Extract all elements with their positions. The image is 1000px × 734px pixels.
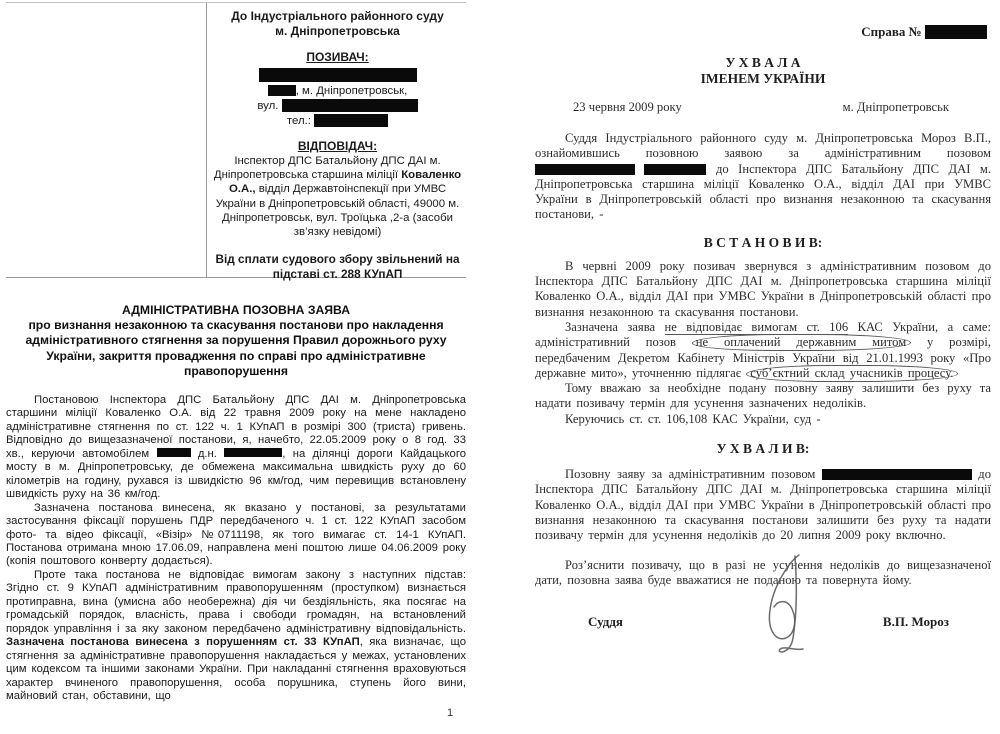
redacted-text bbox=[822, 469, 972, 480]
established-heading: В С Т А Н О В И В: bbox=[703, 234, 823, 250]
phone-label: тел.: bbox=[286, 115, 315, 127]
paragraph-legal-basis: Керуючись ст. ст. 106,108 КАС України, суд - bbox=[565, 411, 821, 426]
judge-name: В.П. Мороз bbox=[882, 614, 949, 630]
redacted-text bbox=[314, 114, 388, 127]
paragraph-ruling bbox=[535, 467, 991, 543]
paragraph-text: Позовну заяву за адміністративним позовом bbox=[565, 467, 822, 482]
redacted-text bbox=[282, 99, 418, 112]
plaintiff-name-line bbox=[213, 68, 462, 83]
paragraph-text: , яка визначає, що стягнення за адміністративне правопорушення накладається у межах, установлених цим кодексом та іншими законами України. При накладанні стягнення враховуються характер вчиненого правопорушення, особа порушника, ступень його вини, майновий стан, обставини, що bbox=[6, 636, 466, 702]
pen-oval-annotation: суб’єктний склад учасників процесу. bbox=[746, 365, 958, 382]
paragraph-text: , на ділянці дороги Кайдацького мосту в м. Дніпропетровську, де обмежена максимальна швидкість руху до 60 кілометрів на годину, рухався із швидкістю 96 км/год, чим перевищив встановлену швидкість руху на 36 км/год. bbox=[6, 447, 466, 501]
complaint-title-line1: АДМІНІСТРАТИВНА ПОЗОВНА ЗАЯВА bbox=[121, 303, 351, 317]
pen-oval-annotation: не оплачений державним митом bbox=[692, 334, 911, 351]
redacted-text bbox=[644, 164, 706, 175]
paragraph-judge-intro bbox=[535, 131, 991, 223]
complaint-title-subtitle: про визнання незаконною та скасування постанови про накладення адміністративного стягнення за порушення Правил дорожнього руху України, закриття провадження по справі про адміністративне правопорушення bbox=[25, 318, 447, 378]
plaintiff-city-text: , м. Дніпропетровськ, bbox=[295, 85, 408, 97]
paragraph-text: до Інспектора ДПС Батальйону ДПС ДАІ м. Дніпропетровська старшина міліції Коваленко О.А., відділ ДАІ при УМВС України в Дніпропетровській області про визнання незаконною та скасування постанови залишити без руху та надати позивачу термін для усунення недоліків до 20 липня 2009 року включно. bbox=[535, 467, 991, 543]
pen-underline-annotation: не відповідає вимогам ст. 106 bbox=[664, 319, 849, 334]
paragraph-resolution bbox=[6, 394, 466, 502]
plaintiff-street-line bbox=[213, 99, 462, 113]
date-city-row bbox=[535, 100, 991, 115]
paragraph-text: Суддя Індустріального районного суду м. Дніпропетровська Мороз В.П., ознайомившись позовною заявою за адміністративним позовом bbox=[535, 131, 991, 161]
ruling-date: 23 червня 2009 року bbox=[573, 100, 682, 114]
defendant-heading: ВІДПОВІДАЧ: bbox=[297, 139, 378, 153]
case-number-label: Справа № bbox=[861, 24, 925, 39]
violation-bold-text: Зазначена постанова винесена з порушенням ст. 33 КУпАП bbox=[6, 636, 360, 649]
court-city: м. Дніпропетровська bbox=[275, 24, 400, 38]
paragraph-claim-filed: В червні 2009 року позивач звернувся з адміністративним позовом до Інспектора ДПС Батальйону ДПС ДАІ м. Дніпропетровська старшина міліції Коваленко О.А., відділ ДАІ при УМВС України в Дніпропетровській області про визнання незаконною та скасування постанови. bbox=[535, 258, 991, 319]
street-label: вул. bbox=[257, 100, 282, 112]
addressee-cell bbox=[207, 3, 466, 281]
redacted-text bbox=[259, 68, 417, 82]
paragraph-objection bbox=[6, 569, 466, 704]
ruling-page bbox=[535, 0, 991, 630]
stamp-cell-empty bbox=[6, 3, 207, 277]
ruling-city: м. Дніпропетровськ bbox=[842, 100, 949, 114]
complaint-page bbox=[6, 0, 466, 719]
redacted-text bbox=[268, 85, 296, 96]
paragraph-clarification: Роз’яснити позивачу, що в разі не усунення недоліків до вищезазначеної дати, позовна заява буде вважатися не поданою та повернута йому. bbox=[535, 557, 991, 587]
ruling-title bbox=[535, 55, 991, 86]
page-number: 1 bbox=[447, 707, 454, 719]
judge-signature bbox=[749, 552, 821, 664]
paragraph-text: до Інспектора ДПС Батальйону ДПС ДАІ м. Дніпропетровська старшина міліції Коваленко О.А., відділ ДАІ при УМВС України в Дніпропетровській області про визнання незаконною та скасування постанови, - bbox=[535, 161, 991, 222]
paragraph-text: КАС України, а саме: адміністративний позов bbox=[535, 319, 991, 350]
court-name: До Індустріального районного суду bbox=[231, 9, 444, 23]
redacted-text bbox=[157, 448, 191, 457]
ruled-heading: У Х В А Л И В: bbox=[716, 441, 810, 457]
defendant-info bbox=[213, 154, 462, 239]
ruling-title-line1: У Х В А Л А bbox=[725, 55, 801, 70]
redacted-text bbox=[535, 164, 635, 175]
paragraph-text: у розмірі, передбаченим Декретом Кабінету Міністрів України від 21.01.1993 року «Про державне мито», уточненню підлягає bbox=[535, 335, 991, 380]
paragraph-deficiencies bbox=[535, 320, 991, 381]
judge-label: Суддя bbox=[588, 614, 623, 630]
paragraph-fixation: Зазначена постанова винесена, як вказано у постанові, за результатами застосування фіксації порушень ПДР передбаченого ч. 1 ст. 122 КУпАП засобом фото- та відео фіксації, «Візір» №0711198, як того вимагає ст. 14-1 КУпАП. Постанова отримана мною 17.06.09, направлена мені поштою лише 04.06.2009 року (копія поштового конверту додається). bbox=[6, 501, 466, 568]
redacted-text bbox=[224, 448, 282, 457]
ruling-title-line2: ІМЕНЕМ УКРАЇНИ bbox=[700, 70, 826, 86]
plaintiff-heading: ПОЗИВАЧ: bbox=[306, 50, 369, 64]
paragraph-text: Проте така постанова не відповідає вимогам закону з наступних підстав: Згідно ст. 9 КУпАП адміністративним правопорушенням (проступком) визнається протиправна, вина (умисна або необережна) дія чи бездіяльність, яка посягає на громадській порядок, власність, права і свободи громадян, на встановлений порядок управління і за яку законом передбачено адміністративну відповідальність. bbox=[6, 568, 466, 635]
paragraph-text: д.н. bbox=[190, 447, 225, 460]
paragraph-text: Постановою Інспектора ДПС Батальйону ДПС ДАІ м. Дніпропетровська старшини міліції Коваленко О.А. від 22 травня 2009 року на мене накладено адміністративне стягнення по ст. 122 ч. 1 КУпАП в розмірі 300 (триста) гривень. Відповідно до вищезазначеної постанови, я, начебто, 22.05.2009 року о 8 год. 33 хв., керуючи автомобілем bbox=[6, 394, 466, 460]
plaintiff-city-line bbox=[213, 84, 462, 98]
paragraph-text: Зазначена заява bbox=[565, 319, 665, 334]
header-table bbox=[6, 2, 466, 281]
defendant-address: відділ Державтоінспекції при УМВС України в Дніпропетровській області, 49000 м. Дніпропетровськ, вул. Троїцька ,2-а (засоби зв’язку невідомі) bbox=[215, 183, 460, 239]
paragraph-conclusion: Тому вважаю за необхідне подану позовну заяву залишити без руху та надати позивачу термін для усунення зазначених недоліків. bbox=[535, 381, 991, 411]
defendant-name: Коваленко О.А., bbox=[228, 169, 462, 196]
defendant-text: Інспектор ДПС Батальйону ДПС ДАІ м. Дніпропетровська старшина міліції bbox=[213, 155, 441, 182]
case-number-line bbox=[535, 24, 991, 40]
redacted-text bbox=[925, 25, 987, 39]
complaint-title bbox=[6, 303, 466, 379]
plaintiff-phone-line bbox=[213, 114, 462, 128]
fee-exemption-note: Від сплати судового збору звільнений на підставі ст. 288 КУпАП bbox=[215, 252, 460, 281]
